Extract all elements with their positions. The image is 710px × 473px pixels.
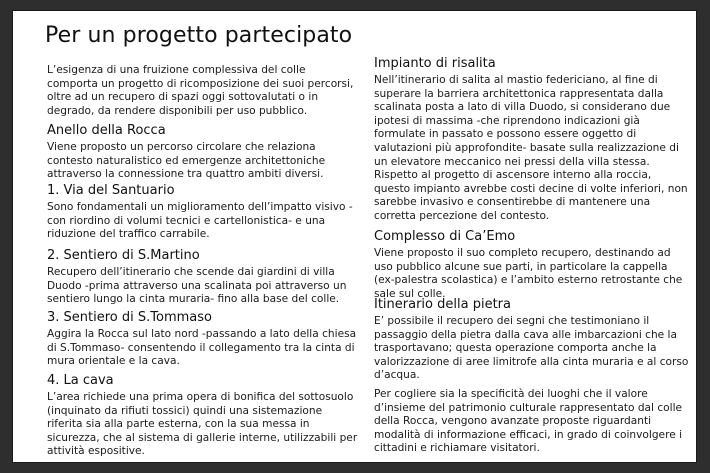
section-itinerario-della-pietra bbox=[374, 297, 690, 383]
section-heading: Complesso di Ca’Emo bbox=[374, 229, 516, 244]
page-title: Per un progetto partecipato bbox=[45, 23, 353, 48]
section-via-del-santuario bbox=[47, 183, 359, 242]
section-text: E’ possibile il recupero dei segni che testimoniano il passaggio della pietra dalla cava alle imbarcazioni che la trasportavano; questa operazione comporta anche la valorizzazione di aree limitrofe alla cinta muraria e al corso d’acqua. bbox=[374, 315, 689, 382]
section-text: Aggira la Rocca sul lato nord -passando a lato della chiesa di S.Tommaso- consentendo il collegamento tra la cinta di mura orientale e la cava. bbox=[47, 328, 357, 368]
section-heading: Impianto di risalita bbox=[374, 56, 496, 71]
section-text: Nell’itinerario di salita al mastio federiciano, al fine di superare la barriera architettonica rappresentata dalla scalinata posta a lato di villa Duodo, si considerano due ipotesi di massima -che riprendono indicazioni già formulate in passato e possono essere oggetto di valutazioni più approfondite- basate sulla realizzazione di un elevatore meccanico nei pressi della villa stessa. Rispetto al progetto di ascensore interno alla roccia, questo impianto avrebbe costi decine di volte inferiori, non sarebbe invasivo e consentirebbe di mantenere una corretta percezione del contesto. bbox=[374, 74, 688, 222]
section-heading: 4. La cava bbox=[47, 373, 114, 388]
section-anello-della-rocca bbox=[47, 123, 359, 182]
document-panel bbox=[12, 10, 697, 463]
section-heading: 1. Via del Santuario bbox=[47, 183, 175, 198]
section-heading: 2. Sentiero di S.Martino bbox=[47, 248, 200, 263]
section-text: Recupero dell’itinerario che scende dai giardini di villa Duodo -prima attraverso una scalinata poi attraverso un sentiero lungo la cinta muraria- fino alla base del colle. bbox=[47, 266, 347, 306]
section-text: L’area richiede una prima opera di bonifica del sottosuolo (inquinato da rifiuti tossici) quindi una sistemazione riferita sia alla parte esterna, con la sua messa in sicurezza, che al sistema di gallerie interne, utilizzabili per attività espositive. bbox=[47, 391, 358, 458]
section-heading: 3. Sentiero di S.Tommaso bbox=[47, 310, 212, 325]
section-impianto-di-risalita bbox=[374, 56, 690, 224]
section-text: Viene proposto un percorso circolare che relaziona contesto naturalistico ed emergenze architettoniche attraverso la connessione tra quattro ambiti diversi. bbox=[47, 141, 326, 181]
section-heading: Anello della Rocca bbox=[47, 123, 166, 138]
closing-paragraph: Per cogliere sia la specificità dei luoghi che il valore d’insieme del patrimonio culturale rappresentato dal colle della Rocca, vengono avanzate proposte riguardanti modalità di informazione efficaci, in grado di coinvolgere i cittadini e richiamare visitatori. bbox=[374, 388, 683, 455]
section-la-cava bbox=[47, 373, 359, 459]
section-sentiero-s-tommaso bbox=[47, 310, 359, 369]
section-heading: Itinerario della pietra bbox=[374, 297, 511, 312]
intro-block bbox=[47, 64, 359, 118]
section-text: Sono fondamentali un miglioramento dell’impatto visivo -con riordino di volumi tecnici e cartellonistica- e una riduzione del traffico carrabile. bbox=[47, 201, 353, 241]
intro-paragraph: L’esigenza di una fruizione complessiva del colle comporta un progetto di ricomposizione dei suoi percorsi, oltre ad un recupero di spazi oggi sottovalutati o in degrado, da rendere disponibili per uso pubblico. bbox=[47, 64, 354, 117]
section-text: Viene proposto il suo completo recupero, destinando ad uso pubblico alcune sue parti, in particolare la cappella (ex-palestra scolastica) e l’ambito esterno retrostante che sale sul colle. bbox=[374, 247, 683, 300]
closing-block bbox=[374, 388, 690, 456]
section-sentiero-s-martino bbox=[47, 248, 359, 307]
section-complesso-ca-emo bbox=[374, 229, 690, 301]
